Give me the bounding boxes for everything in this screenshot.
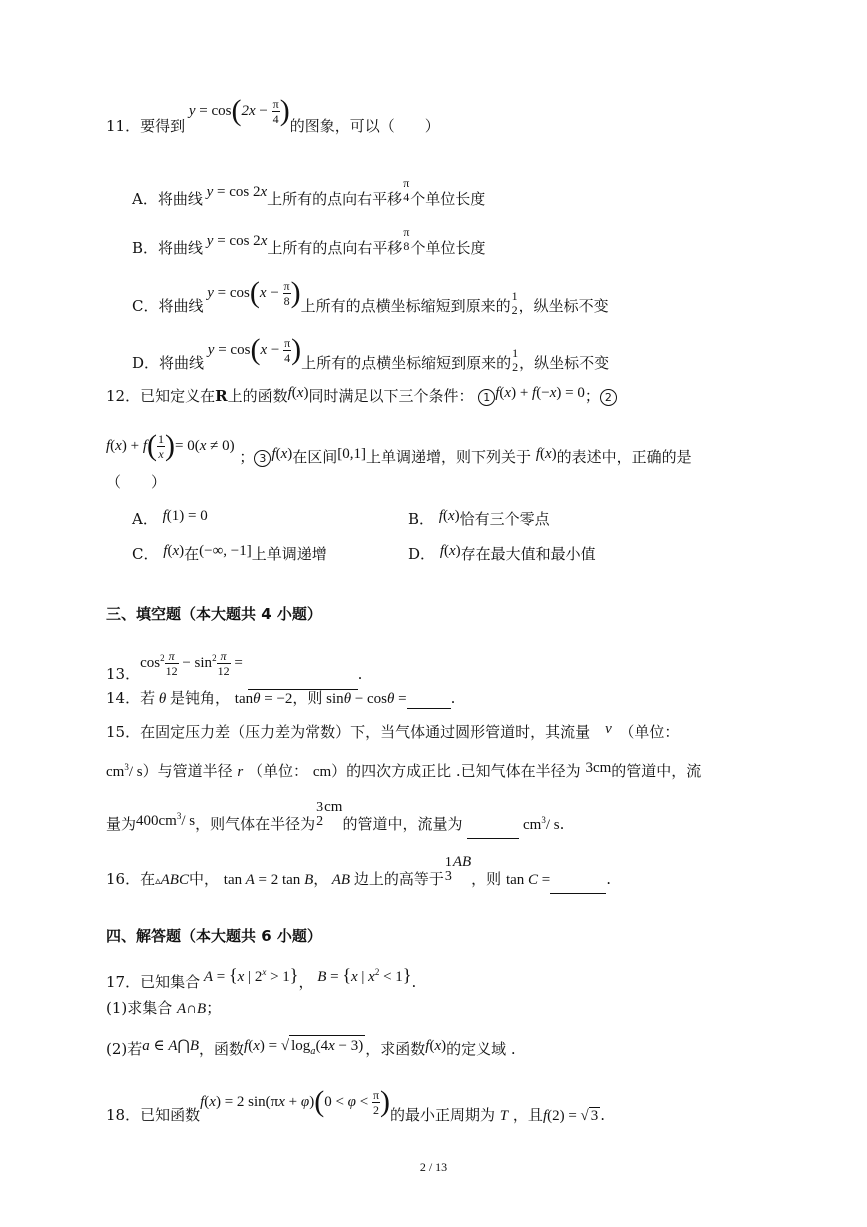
q15-line3: 量为$400cm^3/$ s，则气体在半径为 3 2 cm的管道中，流量为 $cm^3/$ s. bbox=[106, 810, 564, 839]
formula-cos2-minus-sin2: $\cos^2$ $\frac{\pi}{12}$ − $\sin^2$ $\frac{\pi}{12}$ = bbox=[140, 648, 243, 678]
q15-line1: 15．在固定压力差（压力差为常数）下，当气体通过圆形管道时，其流量 v （单位： bbox=[106, 721, 680, 741]
formula-y-cos2x: y = cos 2x bbox=[203, 233, 268, 249]
formula-interval-0-1: [0,1] bbox=[337, 446, 367, 462]
formula-pi-over-8: π 8 bbox=[403, 225, 410, 253]
q11-stem: 11．要得到 y = cos(2x − $\frac{\pi}{4}$ )的图象，可以（ ） bbox=[106, 94, 440, 135]
unit-cm3-per-s: $cm^3/$ s bbox=[106, 762, 143, 780]
q12-answer-paren: （ ） bbox=[106, 473, 167, 491]
q11-option-b[interactable]: B．将曲线 y = cos 2x上所有的点向右平移 π 8 个单位长度 bbox=[132, 225, 486, 257]
value-3cm: 3cm bbox=[585, 760, 612, 776]
q12-option-b[interactable]: B． f(x)恰有三个零点 bbox=[408, 508, 550, 528]
q16-answer-blank[interactable] bbox=[550, 893, 606, 894]
formula-tanA-eq-2tanB: tan A = 2 tan B bbox=[223, 872, 314, 888]
q11-number: 11． bbox=[106, 117, 141, 135]
unit-cm3-per-s: $cm^3/$ s bbox=[519, 815, 560, 833]
q16-line: 16．在▵ABC中， tan A = 2 tan B， AB 边上的高等于 1 3 AB，则 tan C = . bbox=[106, 866, 611, 894]
section-4-heading: 四、解答题（本大题共 6 小题） bbox=[106, 927, 322, 945]
q12-option-a[interactable]: A． f(1) = 0 bbox=[132, 508, 208, 528]
q15-line2: $cm^3/$ s）与管道半径 r （单位： cm）的四次方成正比 .已知气体在半径为 3cm的管道中，流 bbox=[106, 760, 702, 780]
q12-option-c[interactable]: C． f(x)在(−∞, −1]上单调递增 bbox=[132, 543, 327, 563]
condition-2-marker: 2 bbox=[600, 389, 617, 406]
formula-y-cos2x: y = cos 2x bbox=[202, 184, 268, 200]
formula-fx-plus-f-1-over-x: f(x) + f( $\frac{1}{x}$ )= 0(x ≠ 0) bbox=[106, 429, 235, 462]
formula-y-cos-2x-minus-pi4: y = cos(2x − $\frac{\pi}{4}$ ) bbox=[185, 94, 290, 127]
q17-part2: (2)若a ∈ A⋂B，函数f(x) = √ $\log_a(4x - 3)$ ，求函数f(x)的定义域 . bbox=[106, 1039, 516, 1066]
formula-fx-sqrt-log: f(x) = √ $\log_a(4x - 3)$ bbox=[244, 1036, 365, 1054]
formula-tan-theta: tanθ = −2 bbox=[234, 691, 293, 707]
q12-stem-line2: f(x) + f( $\frac{1}{x}$ )= 0(x ≠ 0) ； 3 f(x)在区间[0,1]上单调递增，则下列关于 f(x)的表述中，正确的是 bbox=[106, 429, 692, 466]
q11-option-a[interactable]: A．将曲线 y = cos 2x上所有的点向右平移 π 4 个单位长度 bbox=[132, 176, 486, 208]
formula-one-third-AB: 1 3 AB bbox=[444, 854, 472, 884]
formula-f2-eq-sqrt3: f(2) = √ 3 bbox=[542, 1108, 599, 1124]
q17-stem: 17．已知集合 A = {x | $2^x > 1$}， B = {x | $x^2 < 1$}. bbox=[106, 965, 417, 991]
q14-answer-blank[interactable] bbox=[407, 708, 451, 709]
formula-pi-over-4: π 4 bbox=[403, 176, 410, 204]
q14-line: 14．若 θ 是钝角， tanθ = −2，则 sinθ − cosθ = . bbox=[106, 689, 456, 707]
formula-one-half: 1 2 bbox=[511, 289, 518, 317]
formula-odd-function: f(x) + f(−x) = 0 bbox=[495, 385, 585, 401]
formula-set-A: A = {x | $2^x > 1$} bbox=[200, 965, 299, 985]
q17-part1: (1)求集合 A∩B； bbox=[106, 999, 222, 1017]
formula-fx-2sin: f(x) = 2 sin(πx + φ)(0 < φ < $\frac{\pi}{2}$ ) bbox=[200, 1085, 390, 1118]
formula-one-half: 1 2 bbox=[512, 346, 519, 374]
formula-y-cos-x-minus-pi4: y = cos(x − $\frac{\pi}{4}$ ) bbox=[204, 333, 302, 366]
formula-f1-eq-0: f(1) = 0 bbox=[162, 508, 208, 524]
formula-y-cos-x-minus-pi8: y = cos(x − $\frac{\pi}{8}$ ) bbox=[203, 276, 301, 309]
q12-stem-line1: 12．已知定义在R上的函数f(x)同时满足以下三个条件： 1 f(x) + f(−x) = 0； 2 bbox=[106, 386, 617, 407]
formula-interval-neg-inf-neg1: (−∞, −1] bbox=[199, 543, 252, 559]
section-3-heading: 三、填空题（本大题共 4 小题） bbox=[106, 605, 322, 623]
q11-option-d[interactable]: D．将曲线 y = cos(x − $\frac{\pi}{4}$ )上所有的点横坐标缩短到原来的 1 2 ，纵坐标不变 bbox=[132, 333, 610, 374]
q12-option-d[interactable]: D． f(x)存在最大值和最小值 bbox=[408, 543, 596, 563]
page-number: 2 / 13 bbox=[419, 1160, 448, 1174]
condition-3-marker: 3 bbox=[254, 450, 271, 467]
formula-fx: f bbox=[287, 385, 292, 401]
value-400cm3-per-s: $400cm^3/$ s bbox=[136, 811, 196, 829]
formula-set-B: B = {x | $x^2 < 1$} bbox=[313, 965, 412, 985]
formula-sin-minus-cos: sinθ − cosθ = bbox=[322, 691, 407, 707]
q15-answer-blank[interactable] bbox=[467, 838, 519, 839]
condition-1-marker: 1 bbox=[478, 389, 495, 406]
q18-stem: 18．已知函数f(x) = 2 sin(πx + φ)(0 < φ < $\frac{\pi}{2}$ )的最小正周期为 T ，且f(2) = √ 3 . bbox=[106, 1085, 606, 1124]
q11-option-c[interactable]: C．将曲线 y = cos(x − $\frac{\pi}{8}$ )上所有的点横坐标缩短到原来的 1 2 ，纵坐标不变 bbox=[132, 276, 609, 317]
formula-3-over-2-cm: 3 2 cm bbox=[316, 799, 343, 829]
q13-line: 13．$\cos^2$ $\frac{\pi}{12}$ − $\sin^2$ $\frac{\pi}{12}$ = . bbox=[106, 660, 362, 690]
